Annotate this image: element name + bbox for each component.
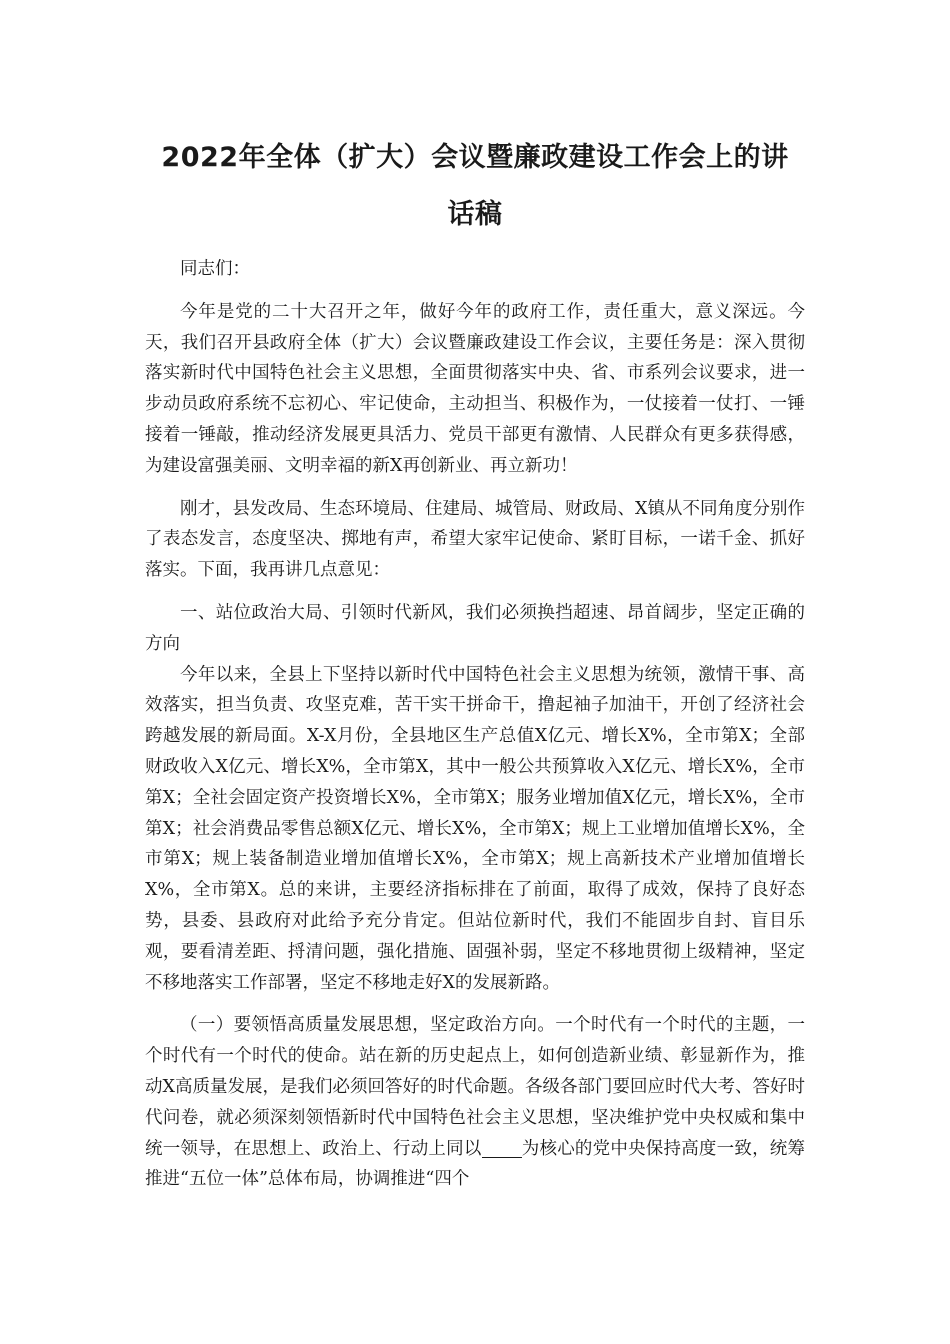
greeting: 同志们：: [180, 259, 250, 279]
document-title-line-2: 话稿: [447, 199, 503, 230]
document-title-line-1: 2022年全体（扩大）会议暨廉政建设工作会上的讲: [161, 142, 789, 173]
document-body: [145, 254, 805, 1207]
paragraph-remarks: 刚才，县发改局、生态环境局、住建局、城管局、财政局、X镇从不同角度分别作了表态发言，态度坚决、掷地有声，希望大家牢记使命、紧盯目标，一诺千金、抓好落实。下面，我再讲几点意见：: [145, 498, 805, 581]
paragraph-intro: 今年是党的二十大召开之年，做好今年的政府工作，责任重大，意义深远。今天，我们召开县政府全体（扩大）会议暨廉政建设工作会议，主要任务是：深入贯彻落实新时代中国特色社会主义思想，全面贯彻落实中央、省、市系列会议要求，进一步动员政府系统不忘初心、牢记使命，主动担当、积极作为，一仗接着一仗打、一锤接着一锤敲，推动经济发展更具活力、党员干部更有激情、人民群众有更多获得感，为建设富强美丽、文明幸福的新X再创新业、再立新功！: [145, 301, 805, 476]
paragraph-subsection-1: [145, 1010, 805, 1195]
subsection-1-text-b: 为核心的党中央保持高度一致，统筹推进“五位一体”总体布局，协调推进“四个: [145, 1138, 806, 1190]
subsection-1-text-a: （一）要领悟高质量发展思想，坚定政治方向。一个时代有一个时代的主题，一个时代有一个时代的使命。站在新的历史起点上，如何创造新业绩、彰显新作为，推动X高质量发展，是我们必须回答好的时代命题。各级各部门要回应时代大考、答好时代问卷，就必须深刻领悟新时代中国特色社会主义思想，坚决维护党中央权威和集中统一领导，在思想上、政治上、行动上同以: [145, 1015, 805, 1159]
paragraph-achievements: 今年以来，全县上下坚持以新时代中国特色社会主义思想为统领，激情干事、高效落实，担当负责、攻坚克难，苦干实干拼命干，撸起袖子加油干，开创了经济社会跨越发展的新局面。X-X月份，全县地区生产总值X亿元、增长X%，全市第X；全部财政收入X亿元、增长X%，全市第X，其中一般公共预算收入X亿元、增长X%，全市第X；全社会固定资产投资增长X%，全市第X；服务业增加值X亿元，增长X%，全市第X；社会消费品零售总额X亿元、增长X%，全市第X；规上工业增加值增长X%，全市第X；规上装备制造业增加值增长X%，全市第X；规上高新技术产业增加值增长X%，全市第X。总的来讲，主要经济指标排在了前面，取得了成效，保持了良好态势，县委、县政府对此给予充分肯定。但站位新时代，我们不能固步自封、盲目乐观，要看清差距、捋清问题，强化措施、固强补弱，坚定不移地贯彻上级精神，坚定不移地落实工作部署，坚定不移地走好X的发展新路。: [145, 664, 805, 993]
section-heading-1: 一、站位政治大局、引领时代新风，我们必须换挡超速、昂首阔步，坚定正确的方向: [145, 602, 805, 654]
blank-underline: [482, 1139, 522, 1158]
